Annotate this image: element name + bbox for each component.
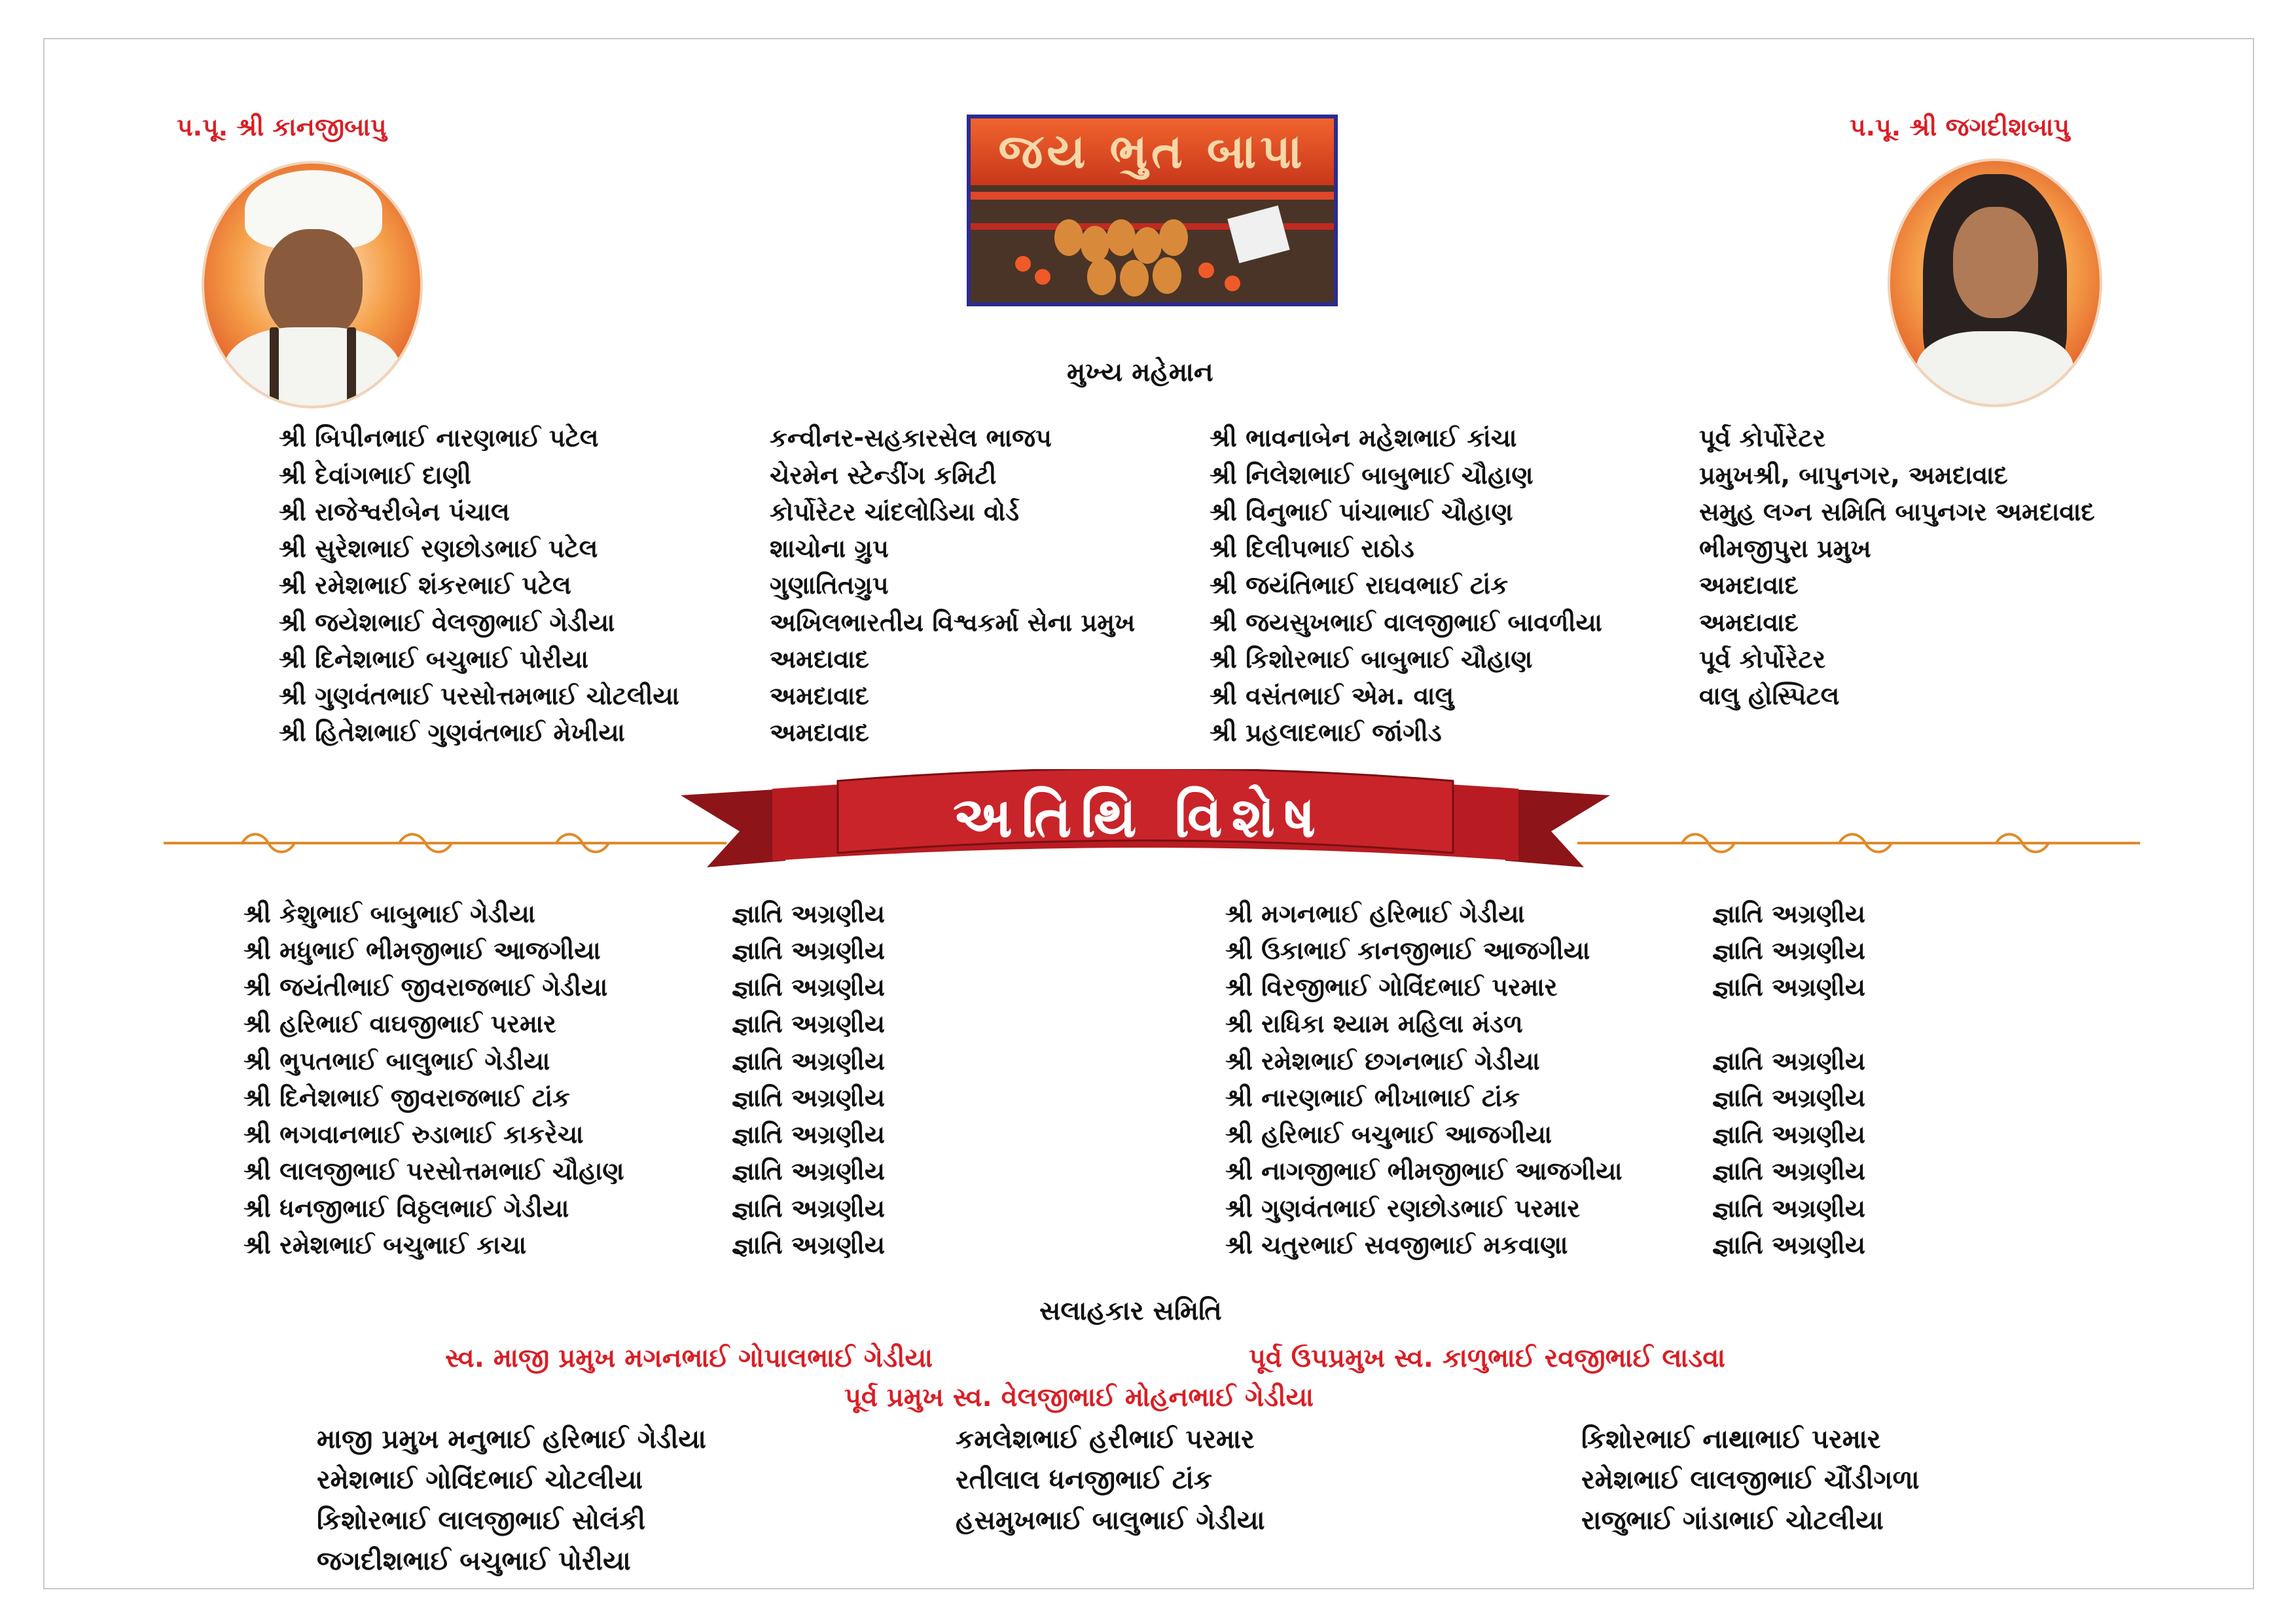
- special-left-role: જ્ઞાતિ અગ્રણીય: [732, 1157, 886, 1185]
- header-photo: [967, 115, 1338, 306]
- chief-right-name: શ્રી દિલીપભાઈ રાઠોડ: [1210, 534, 1414, 563]
- advisory-member: કમલેશભાઈ હરીભાઈ પરમાર: [956, 1424, 1255, 1454]
- chief-right-name: શ્રી ભાવનાબેન મહેશભાઈ કાંચા: [1210, 424, 1517, 452]
- chief-left-role: કોર્પોરેટર ચાંદલોડિયા વોર્ડ: [770, 497, 1020, 526]
- special-left-name: શ્રી લાલજીભાઈ પરસોત્તમભાઈ ચૌહાણ: [243, 1157, 624, 1185]
- special-left-role: જ્ઞાતિ અગ્રણીય: [732, 1120, 886, 1149]
- special-left-name: શ્રી મધુભાઈ ભીમજીભાઈ આજગીયા: [243, 936, 601, 965]
- chief-left-name: શ્રી દિનેશભાઈ બચુભાઈ પોરીયા: [279, 645, 589, 674]
- left-guru-caption: પ.પૂ. શ્રી કાનજીબાપુ: [177, 113, 387, 141]
- chief-right-name: શ્રી કિશોરભાઈ બાબુભાઈ ચૌહાણ: [1210, 645, 1533, 674]
- special-left-role: જ્ઞાતિ અગ્રણીય: [732, 936, 886, 965]
- special-left-role: જ્ઞાતિ અગ્રણીય: [732, 1047, 886, 1075]
- chief-right-role: ભીમજીપુરા પ્રમુખ: [1699, 534, 1871, 563]
- chief-left-role: અમદાવાદ: [770, 681, 869, 710]
- special-left-name: શ્રી રમેશભાઈ બચુભાઈ કાચા: [243, 1231, 527, 1259]
- special-left-name: શ્રી ભગવાનભાઈ રુડાભાઈ કાકરેચા: [243, 1120, 584, 1149]
- special-right-name: શ્રી ઉકાભાઈ કાનજીભાઈ આજગીયા: [1225, 936, 1590, 965]
- advisory-member: રતીલાલ ધનજીભાઈ ટાંક: [956, 1465, 1213, 1495]
- chief-left-name: શ્રી રાજેશ્વરીબેન પંચાલ: [279, 497, 510, 526]
- chief-right-name: શ્રી વસંતભાઈ એમ. વાલુ: [1210, 681, 1454, 710]
- special-right-name: શ્રી નાગજીભાઈ ભીમજીભાઈ આજગીયા: [1225, 1157, 1623, 1185]
- advisory-red-right: પૂર્વ ઉપપ્રમુખ સ્વ. કાળુભાઈ રવજીભાઈ લાડવા: [1249, 1343, 1726, 1373]
- chief-right-role: અમદાવાદ: [1699, 571, 1799, 600]
- advisory-member: કિશોરભાઈ નાથાભાઈ પરમાર: [1581, 1424, 1881, 1454]
- special-right-name: શ્રી રમેશભાઈ છગનભાઈ ગેડીયા: [1225, 1047, 1540, 1075]
- chief-guests-heading: મુખ્ય મહેમાન: [1067, 357, 1213, 388]
- chief-right-name: શ્રી વિનુભાઈ પાંચાભાઈ ચૌહાણ: [1210, 497, 1513, 526]
- chief-right-role: અમદાવાદ: [1699, 608, 1799, 637]
- right-guru-portrait: [1888, 158, 2102, 407]
- left-guru-portrait: [202, 161, 423, 408]
- advisory-red-left: સ્વ. માજી પ્રમુખ મગનભાઈ ગોપાલભાઈ ગેડીયા: [445, 1343, 933, 1373]
- special-right-role: જ્ઞાતિ અગ્રણીય: [1712, 1157, 1866, 1185]
- banner-title: અતિથિ વિશેષ: [953, 785, 1325, 850]
- advisory-member: કિશોરભાઈ લાલજીભાઈ સોલંકી: [317, 1506, 646, 1536]
- header-sign: જય ભુત બાપા: [971, 118, 1334, 185]
- special-left-name: શ્રી દિનેશભાઈ જીવરાજભાઈ ટાંક: [243, 1083, 570, 1112]
- special-right-name: શ્રી હરિભાઈ બચુભાઈ આજગીયા: [1225, 1120, 1552, 1149]
- chief-right-name: શ્રી જયસુખભાઈ વાલજીભાઈ બાવળીયા: [1210, 608, 1602, 637]
- chief-left-role: અમદાવાદ: [770, 645, 869, 674]
- special-right-name: શ્રી વિરજીભાઈ ગોવિંદભાઈ પરમાર: [1225, 973, 1558, 1001]
- chief-left-name: શ્રી રમેશભાઈ શંકરભાઈ પટેલ: [279, 571, 571, 600]
- right-ornament: [1577, 830, 2140, 856]
- chief-right-name: શ્રી નિલેશભાઈ બાબુભાઈ ચૌહાણ: [1210, 461, 1534, 490]
- special-left-name: શ્રી ભુપતભાઈ બાલુભાઈ ગેડીયા: [243, 1047, 550, 1075]
- special-right-role: જ્ઞાતિ અગ્રણીય: [1712, 936, 1866, 965]
- advisory-member: રાજુભાઈ ગાંડાભાઈ ચોટલીયા: [1581, 1506, 1884, 1536]
- special-right-role: જ્ઞાતિ અગ્રણીય: [1712, 1083, 1866, 1112]
- chief-left-name: શ્રી બિપીનભાઈ નારણભાઈ પટેલ: [279, 424, 599, 452]
- special-right-name: શ્રી રાધિકા શ્યામ મહિલા મંડળ: [1225, 1009, 1523, 1038]
- special-right-role: જ્ઞાતિ અગ્રણીય: [1712, 1231, 1866, 1259]
- right-guru-caption: પ.પૂ. શ્રી જગદીશબાપુ: [1850, 113, 2070, 141]
- special-left-role: જ્ઞાતિ અગ્રણીય: [732, 899, 886, 928]
- chief-right-role: પ્રમુખશ્રી, બાપુનગર, અમદાવાદ: [1699, 461, 2008, 490]
- advisory-heading: સલાહકાર સમિતિ: [1039, 1296, 1222, 1326]
- advisory-member: જગદીશભાઈ બચુભાઈ પોરીયા: [317, 1546, 631, 1576]
- offerings-image: [971, 185, 1334, 306]
- chief-left-role: ચેરમેન સ્ટેન્ડીંગ કમિટી: [770, 461, 997, 490]
- left-ornament: [164, 830, 726, 856]
- advisory-member: રમેશભાઈ લાલજીભાઈ ચૌંડીગળા: [1581, 1465, 1920, 1495]
- special-left-role: જ્ઞાતિ અગ્રણીય: [732, 1009, 886, 1038]
- chief-left-role: કન્વીનર-સહકારસેલ ભાજપ: [770, 424, 1052, 452]
- special-right-role: જ્ઞાતિ અગ્રણીય: [1712, 1120, 1866, 1149]
- chief-left-role: ગુણાતિતગ્રુપ: [770, 571, 889, 600]
- chief-left-name: શ્રી દેવાંગભાઈ દાણી: [279, 461, 471, 490]
- chief-left-role: અખિલભારતીય વિશ્વકર્મા સેના પ્રમુખ: [770, 608, 1136, 637]
- special-right-name: શ્રી ચતુરભાઈ સવજીભાઈ મકવાણા: [1225, 1231, 1568, 1259]
- advisory-member: હસમુખભાઈ બાલુભાઈ ગેડીયા: [956, 1506, 1265, 1536]
- special-left-role: જ્ઞાતિ અગ્રણીય: [732, 1231, 886, 1259]
- chief-right-role: પૂર્વ કોર્પોરેટર: [1699, 645, 1826, 674]
- advisory-red-center: પૂર્વ પ્રમુખ સ્વ. વેલજીભાઈ મોહનભાઈ ગેડીયા: [844, 1382, 1314, 1413]
- special-right-name: શ્રી ગુણવંતભાઈ રણછોડભાઈ પરમાર: [1225, 1194, 1580, 1223]
- special-left-name: શ્રી હરિભાઈ વાઘજીભાઈ પરમાર: [243, 1009, 556, 1038]
- special-left-name: શ્રી જયંતીભાઈ જીવરાજભાઈ ગેડીયા: [243, 973, 608, 1001]
- advisory-member: રમેશભાઈ ગોવિંદભાઈ ચોટલીયા: [317, 1465, 643, 1495]
- special-left-role: જ્ઞાતિ અગ્રણીય: [732, 973, 886, 1001]
- special-right-role: જ્ઞાતિ અગ્રણીય: [1712, 899, 1866, 928]
- special-left-name: શ્રી ધનજીભાઈ વિઠ્ઠલભાઈ ગેડીયા: [243, 1194, 569, 1223]
- special-left-role: જ્ઞાતિ અગ્રણીય: [732, 1083, 886, 1112]
- special-right-name: શ્રી મગનભાઈ હરિભાઈ ગેડીયા: [1225, 899, 1525, 928]
- chief-right-role: પૂર્વ કોર્પોરેટર: [1699, 424, 1826, 452]
- special-right-role: જ્ઞાતિ અગ્રણીય: [1712, 1047, 1866, 1075]
- chief-left-name: શ્રી સુરેશભાઈ રણછોડભાઈ પટેલ: [279, 534, 598, 563]
- advisory-member: માજી પ્રમુખ મનુભાઈ હરિભાઈ ગેડીયા: [317, 1424, 706, 1454]
- chief-left-name: શ્રી જયેશભાઈ વેલજીભાઈ ગેડીયા: [279, 608, 615, 637]
- special-left-name: શ્રી કેશુભાઈ બાબુભાઈ ગેડીયા: [243, 899, 535, 928]
- chief-right-role: સમુહ લગ્ન સમિતિ બાપુનગર અમદાવાદ: [1699, 497, 2095, 526]
- special-right-role: જ્ઞાતિ અગ્રણીય: [1712, 973, 1866, 1001]
- chief-left-name: શ્રી ગુણવંતભાઈ પરસોત્તમભાઈ ચોટલીયા: [279, 681, 679, 710]
- chief-right-name: શ્રી પ્રહલાદભાઈ જાંગીડ: [1210, 718, 1442, 747]
- chief-left-role: અમદાવાદ: [770, 718, 869, 747]
- chief-right-name: શ્રી જયંતિભાઈ રાઘવભાઈ ટાંક: [1210, 571, 1509, 600]
- special-right-name: શ્રી નારણભાઈ ભીખાભાઈ ટાંક: [1225, 1083, 1520, 1112]
- chief-right-role: વાલુ હોસ્પિટલ: [1699, 681, 1840, 710]
- chief-left-name: શ્રી હિતેશભાઈ ગુણવંતભાઈ મેખીયા: [279, 718, 625, 747]
- chief-left-role: શાચોના ગ્રુપ: [770, 534, 889, 563]
- special-left-role: જ્ઞાતિ અગ્રણીય: [732, 1194, 886, 1223]
- special-right-role: જ્ઞાતિ અગ્રણીય: [1712, 1194, 1866, 1223]
